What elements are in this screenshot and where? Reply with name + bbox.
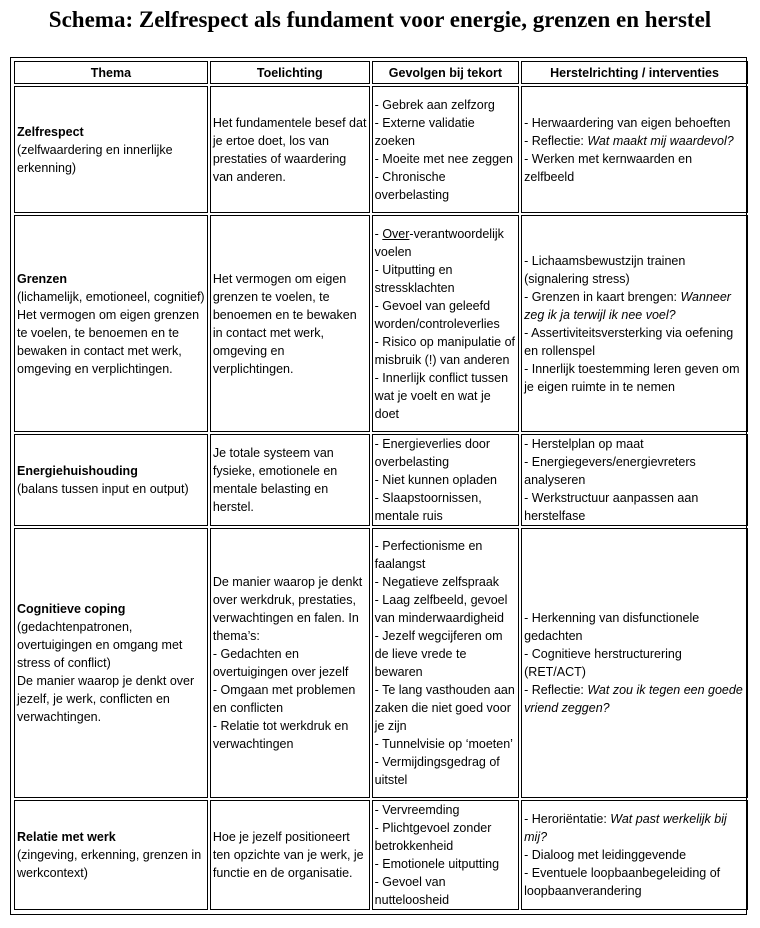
table-row: [14, 215, 748, 432]
interventions-cell: [521, 215, 748, 432]
list-item: - Herkenning van disfunctionele gedachten: [524, 611, 700, 643]
theme-subtitle: (zelfwaardering en innerlijke erkenning): [17, 142, 173, 175]
interventions-cell: [521, 434, 748, 526]
theme-cell: [14, 800, 208, 910]
theme-title: Relatie met werk: [17, 830, 116, 844]
list-item: - Risico op manipulatie of misbruik (!) van anderen: [374, 334, 516, 367]
explanation-cell: Het fundamentele besef dat je ertoe doet, los van prestaties of waardering van anderen.: [210, 86, 370, 213]
list-item: - Energieverlies door overbelasting: [374, 437, 491, 469]
list-item: [524, 288, 745, 324]
list-item: [524, 810, 745, 846]
item-italic: Wat past werkelijk bij mij?: [524, 812, 727, 844]
list-item: - Assertiviteitsversterking via oefening en rollenspel: [524, 325, 734, 358]
header-herstel: Herstelrichting / interventies: [521, 61, 748, 84]
list-item: - Perfectionisme en faalangst: [374, 539, 483, 571]
item-rest: -verantwoordelijk voelen: [374, 226, 504, 259]
item-prefix: - Grenzen in kaart brengen:: [524, 289, 681, 304]
table-row: [14, 434, 748, 526]
theme-extra: De manier waarop je denkt over jezelf, je werk, conflicten en verwachtingen.: [17, 674, 195, 724]
list-item: [524, 681, 745, 717]
list-item: - Cognitieve herstructurering (RET/ACT): [524, 647, 682, 679]
list-item: - Jezelf wegcijferen om de lieve vrede te bewaren: [374, 629, 503, 679]
list-item: - Lichaamsbewustzijn trainen (signalering stress): [524, 253, 686, 286]
list-item: - Werkstructuur aanpassen aan herstelfase: [524, 491, 699, 523]
list-item: [375, 225, 516, 261]
theme-title: Zelfrespect: [17, 124, 84, 139]
item-italic: Wat maakt mij waardevol?: [587, 133, 734, 148]
consequences-cell: [372, 215, 519, 432]
table-row: [14, 86, 748, 213]
list-item: - Herstelplan op maat: [524, 437, 644, 451]
item-prefix: - Heroriëntatie:: [524, 812, 611, 826]
list-item: - Moeite met nee zeggen: [374, 151, 513, 166]
list-item: - Gevoel van nutteloosheid: [374, 875, 450, 907]
theme-subtitle: (gedachtenpatronen, overtuigingen en omgang met stress of conflict): [17, 620, 183, 670]
list-item: - Emotionele uitputting: [374, 857, 500, 871]
schema-table: [12, 59, 750, 912]
list-item: - Chronische overbelasting: [374, 169, 450, 202]
list-item: - Vervreemding: [374, 803, 460, 817]
list-item: - Gedachten en overtuigingen over jezelf: [212, 647, 349, 679]
list-item: - Herwaardering van eigen behoeften: [524, 115, 731, 130]
list-item: - Slaapstoornissen, mentale ruis: [374, 491, 482, 523]
list-item: - Omgaan met problemen en conflicten: [212, 683, 356, 715]
list-item: - Dialoog met leidinggevende: [524, 848, 687, 862]
list-item: - Laag zelfbeeld, gevoel van minderwaardigheid: [374, 593, 508, 625]
table-row: [14, 800, 748, 910]
list-item: - Uitputting en stressklachten: [374, 262, 455, 295]
item-italic: Wat zou ik tegen een goede vriend zeggen?: [524, 683, 743, 715]
item-italic: Wanneer zeg ik ja terwijl ik nee voel?: [524, 289, 731, 322]
theme-cell: [14, 86, 208, 213]
theme-extra: Het vermogen om eigen grenzen te voelen, te benoemen en te bewaken in contact met werk, omgeving en verplichtingen.: [17, 307, 200, 376]
explanation-cell: Hoe je jezelf positioneert ten opzichte van je werk, je functie en de organisatie.: [210, 800, 370, 910]
list-item: - Innerlijk conflict tussen wat je voelt en wat je doet: [374, 370, 509, 421]
list-item: - Plichtgevoel zonder betrokkenheid: [374, 821, 492, 853]
header-gevolgen: Gevolgen bij tekort: [372, 61, 519, 84]
list-item: - Tunnelvisie op ‘moeten’: [374, 737, 513, 751]
consequences-cell: [372, 800, 519, 910]
list-item: - Energiegevers/energievreters analyseren: [524, 455, 696, 487]
list-item: - Innerlijk toestemming leren geven om je eigen ruimte in te nemen: [524, 361, 740, 394]
page-title: Schema: Zelfrespect als fundament voor energie, grenzen en herstel: [48, 7, 712, 32]
explanation-cell: Het vermogen om eigen grenzen te voelen, te benoemen en te bewaken in contact met werk, omgeving en verplichtingen.: [210, 215, 370, 432]
list-item: - Eventuele loopbaanbegeleiding of loopbaanverandering: [524, 866, 721, 898]
list-item: - Werken met kernwaarden en zelfbeeld: [524, 151, 693, 184]
consequences-cell: [372, 434, 519, 526]
theme-title: Cognitieve coping: [17, 602, 126, 616]
item-prefix: - Reflectie:: [524, 133, 588, 148]
header-toelichting: Toelichting: [210, 61, 370, 84]
item-prefix: -: [374, 226, 383, 241]
interventions-cell: [521, 528, 748, 798]
explanation-text: De manier waarop je denkt over werkdruk, prestaties, verwachtingen en falen. In thema’s:: [212, 575, 363, 643]
theme-subtitle: (zingeving, erkenning, grenzen in werkcontext): [17, 848, 202, 880]
item-underlined: Over: [382, 226, 410, 241]
list-item: - Negatieve zelfspraak: [374, 575, 500, 589]
list-item: [524, 132, 745, 150]
table-row: [14, 528, 748, 798]
explanation-cell: Je totale systeem van fysieke, emotionele en mentale belasting en herstel.: [210, 434, 370, 526]
theme-subtitle: (lichamelijk, emotioneel, cognitief): [17, 289, 205, 304]
theme-subtitle: (balans tussen input en output): [17, 482, 189, 496]
interventions-cell: [521, 86, 748, 213]
header-row: [14, 61, 748, 84]
item-prefix: - Reflectie:: [524, 683, 588, 697]
theme-cell: [14, 528, 208, 798]
list-item: - Gevoel van geleefd worden/controleverlies: [374, 298, 500, 331]
list-item: - Vermijdingsgedrag of uitstel: [374, 755, 500, 787]
header-thema: Thema: [14, 61, 208, 84]
interventions-cell: [521, 800, 748, 910]
list-item: - Gebrek aan zelfzorg: [374, 97, 495, 112]
consequences-cell: [372, 86, 519, 213]
theme-cell: [14, 215, 208, 432]
theme-cell: [14, 434, 208, 526]
theme-title: Grenzen: [17, 271, 68, 286]
list-item: - Externe validatie zoeken: [374, 115, 475, 148]
list-item: - Niet kunnen opladen: [374, 473, 497, 487]
explanation-cell: [210, 528, 370, 798]
consequences-cell: [372, 528, 519, 798]
list-item: - Te lang vasthouden aan zaken die niet goed voor je zijn: [374, 683, 515, 733]
theme-title: Energiehuishouding: [17, 464, 138, 478]
list-item: - Relatie tot werkdruk en verwachtingen: [212, 719, 349, 751]
